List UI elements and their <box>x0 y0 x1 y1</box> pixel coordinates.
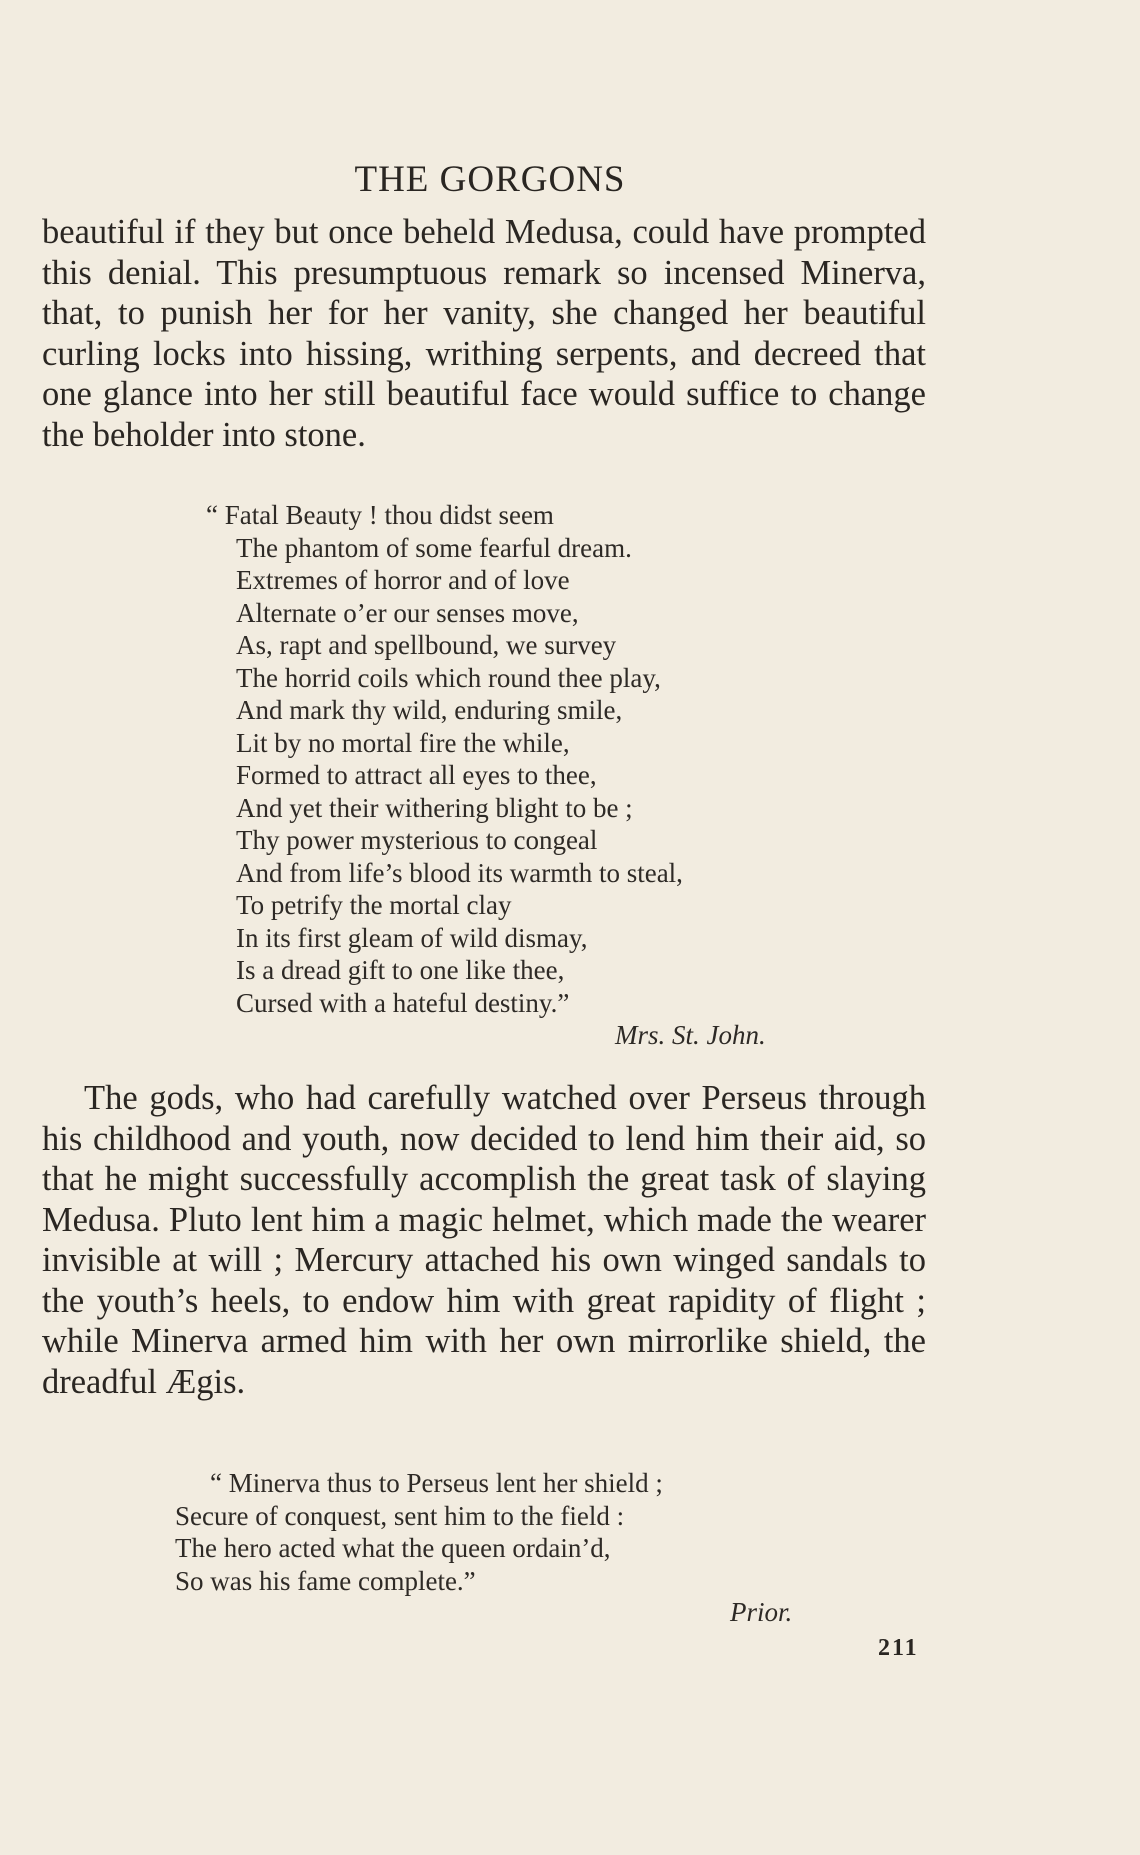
verse-line: Cursed with a hateful destiny.” <box>236 987 570 1018</box>
verse-line: The phantom of some fearful dream. <box>236 532 632 563</box>
verse-line: Lit by no mortal fire the while, <box>236 727 570 758</box>
verse-line: Secure of conquest, sent him to the field : <box>175 1500 625 1531</box>
verse-line: Alternate o’er our senses move, <box>236 597 579 628</box>
verse-attribution: Mrs. St. John. <box>615 1020 766 1050</box>
verse-line: To petrify the mortal clay <box>236 890 512 920</box>
verse-line: And mark thy wild, enduring smile, <box>236 695 623 725</box>
paragraph-text: beautiful if they but once beheld Medusa, could have prompted this denial. This presumptuous remark so incensed Minerva, that, to punish her for her vanity, she changed her beautiful curling locks into hissing, writhing serpents, and decreed that one glance into her still beautiful face would suffice to change the beholder into stone. <box>42 213 926 454</box>
verse-line: The horrid coils which round thee play, <box>236 662 661 693</box>
verse-line: And yet their withering blight to be ; <box>236 792 633 823</box>
verse-attribution: Prior. <box>730 1597 793 1627</box>
verse-line: “ Fatal Beauty ! thou didst seem <box>206 500 554 530</box>
verse-line: Is a dread gift to one like thee, <box>236 955 565 985</box>
verse-line: “ Minerva thus to Perseus lent her shield ; <box>210 1468 663 1498</box>
verse-line: Extremes of horror and of love <box>236 565 570 595</box>
page-number: 211 <box>878 1635 919 1661</box>
verse-line: As, rapt and spellbound, we survey <box>236 630 617 660</box>
verse-quotation <box>175 1467 663 1597</box>
paragraph-text: The gods, who had carefully watched over Perseus through his childhood and youth, now decided to lend him their aid, so that he might successfully accomplish the great task of slaying Medusa. Pluto lent him a magic helmet, which made the wearer invisible at will ; Mercury attached his own winged sandals to the youth’s heels, to endow him with great rapidity of flight ; while Minerva armed him with her own mirrorlike shield, the dreadful Ægis. <box>42 1079 926 1401</box>
verse-line: In its first gleam of wild dismay, <box>236 922 588 953</box>
running-head: THE GORGONS <box>354 159 626 200</box>
verse-quotation <box>208 499 683 1019</box>
verse-line: The hero acted what the queen ordain’d, <box>175 1533 611 1563</box>
paragraph-continued <box>42 212 926 455</box>
verse-line: So was his fame complete.” <box>175 1565 476 1596</box>
verse-line: Formed to attract all eyes to thee, <box>236 760 597 790</box>
verse-line: Thy power mysterious to congeal <box>236 825 598 855</box>
verse-line: And from life’s blood its warmth to steal, <box>236 857 683 888</box>
paragraph <box>42 1078 926 1402</box>
